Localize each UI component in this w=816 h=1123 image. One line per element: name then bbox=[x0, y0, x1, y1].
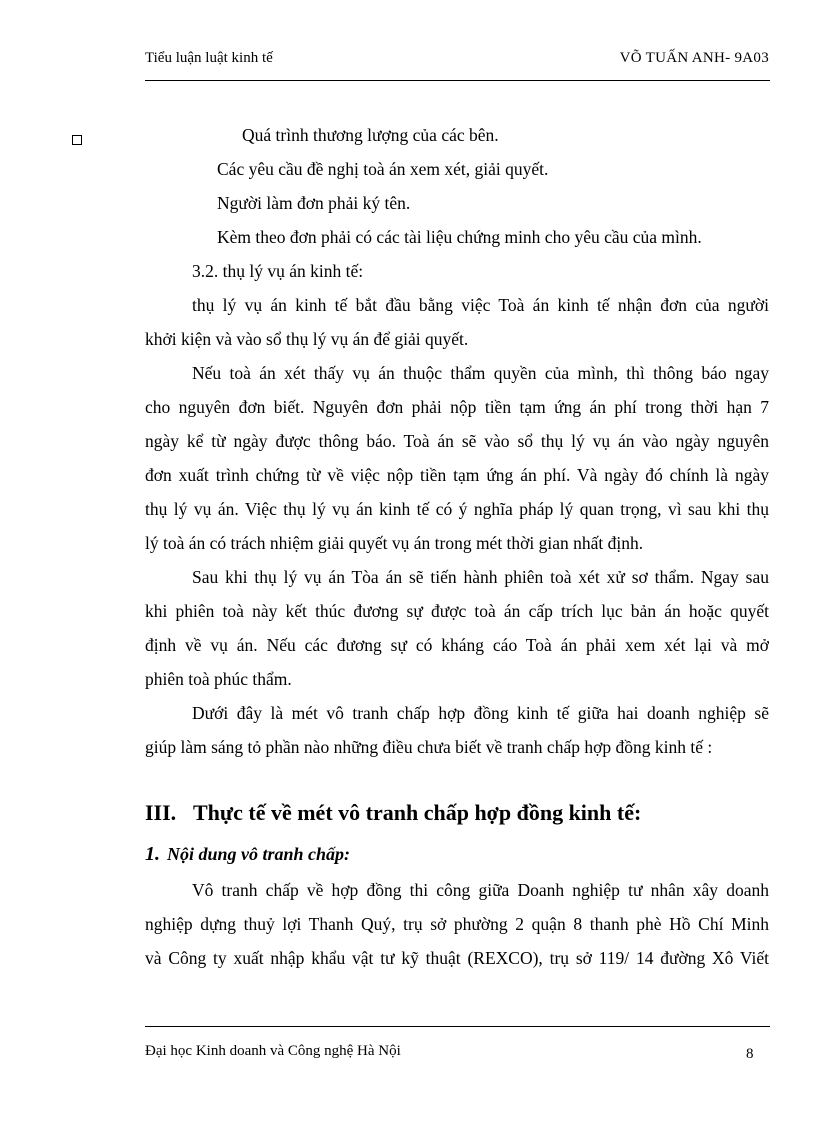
subsection-title: Nội dung vô tranh chấp: bbox=[167, 844, 351, 864]
paragraph-line: ngày kể từ ngày được thông báo. Toà án sẽ vào sổ thụ lý vụ án vào ngày nguyên bbox=[145, 431, 769, 451]
paragraph-line: khởi kiện và vào sổ thụ lý vụ án để giải quyết. bbox=[145, 329, 469, 349]
footer-divider bbox=[145, 1026, 770, 1027]
paragraph-line: cho nguyên đơn biết. Nguyên đơn phải nộp tiền tạm ứng án phí trong thời hạn 7 bbox=[145, 397, 769, 417]
square-bullet-icon bbox=[72, 135, 82, 145]
paragraph-line: định về vụ án. Nếu các đương sự có kháng cáo Toà án phải xem xét lại và mở bbox=[145, 635, 769, 655]
text-line: Các yêu cầu đề nghị toà án xem xét, giải quyết. bbox=[217, 159, 549, 179]
bullet-item: Quá trình thương lượng của các bên. bbox=[242, 125, 499, 145]
paragraph-line: Vô tranh chấp về hợp đồng thi công giữa Doanh nghiệp tư nhân xây doanh bbox=[192, 880, 769, 900]
paragraph-line: nghiệp dựng thuỷ lợi Thanh Quý, trụ sở phường 2 quận 8 thanh phè Hồ Chí Minh bbox=[145, 914, 769, 934]
page-header bbox=[145, 50, 769, 74]
paragraph-line: lý toà án có trách nhiệm giải quyết vụ án trong mét thời gian nhất định. bbox=[145, 533, 644, 553]
text-line: Kèm theo đơn phải có các tài liệu chứng minh cho yêu cầu của mình. bbox=[217, 227, 702, 247]
section-title: Thực tế về mét vô tranh chấp hợp đồng kinh tế: bbox=[193, 800, 642, 825]
paragraph-line: phiên toà phúc thẩm. bbox=[145, 669, 292, 689]
paragraph-line: giúp làm sáng tỏ phần nào những điều chưa biết về tranh chấp hợp đồng kinh tế : bbox=[145, 737, 713, 757]
section-heading bbox=[145, 800, 641, 826]
paragraph-line: và Công ty xuất nhập khẩu vật tư kỹ thuật (REXCO), trụ sở 119/ 14 đường Xô Viết bbox=[145, 948, 769, 968]
paragraph-line: thụ lý vụ án. Việc thụ lý vụ án kinh tế có ý nghĩa pháp lý quan trọng, vì sau khi thụ bbox=[145, 499, 769, 519]
header-author: VÕ TUẤN ANH- 9A03 bbox=[619, 50, 769, 66]
paragraph-line: đơn xuất trình chứng từ về việc nộp tiền tạm ứng án phí. Và ngày đó chính là ngày bbox=[145, 465, 769, 485]
paragraph-line: thụ lý vụ án kinh tế bắt đầu bằng việc Toà án kinh tế nhận đơn của người bbox=[192, 295, 769, 315]
paragraph-line: khi phiên toà này kết thúc đương sự được toà án cấp trích lục bản án hoặc quyết bbox=[145, 601, 769, 621]
text-line: Người làm đơn phải ký tên. bbox=[217, 193, 411, 213]
paragraph-line: Nếu toà án xét thấy vụ án thuộc thẩm quyền của mình, thì thông báo ngay bbox=[192, 363, 769, 383]
page-number: 8 bbox=[746, 1046, 754, 1062]
subsection-heading bbox=[145, 843, 350, 866]
subsection-label: 3.2. thụ lý vụ án kinh tế: bbox=[192, 261, 364, 281]
paragraph-line: Dưới đây là mét vô tranh chấp hợp đồng kinh tế giữa hai doanh nghiệp sẽ bbox=[192, 703, 769, 723]
subsection-number: 1. bbox=[145, 843, 160, 865]
header-divider bbox=[145, 80, 770, 81]
section-number: III. bbox=[145, 800, 177, 825]
footer-institution: Đại học Kinh doanh và Công nghệ Hà Nội bbox=[145, 1043, 401, 1059]
header-title: Tiểu luận luật kinh tế bbox=[145, 50, 273, 66]
paragraph-line: Sau khi thụ lý vụ án Tòa án sẽ tiến hành phiên toà xét xử sơ thẩm. Ngay sau bbox=[192, 567, 769, 587]
